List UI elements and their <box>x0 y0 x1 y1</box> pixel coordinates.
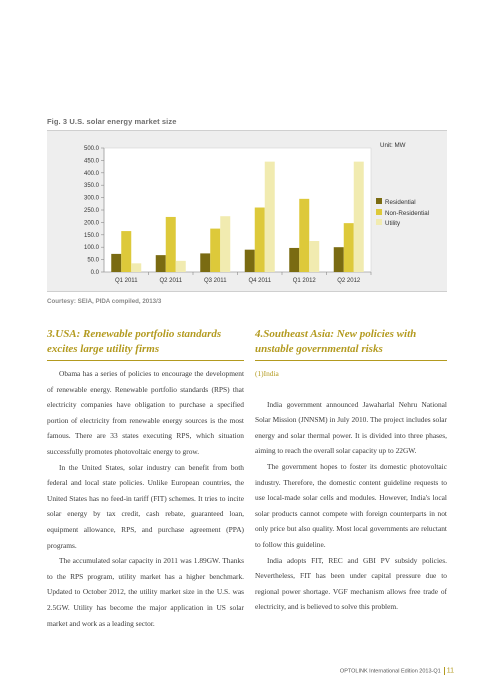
edition-label: OPTOLINK International Edition 2013-Q1 <box>339 668 441 675</box>
bar-0-5 <box>334 247 344 272</box>
figure-bottom-rule <box>47 291 447 292</box>
paragraph: Obama has a series of policies to encourage the development of renewable energy. Renewable portfolio standards (RPS) that electricity companies have obligation to purchase a specified portion of electricity from renewable energy sources is the most famous. There are 33 states executing RPS, which situation successfully promotes photovoltaic energy to grow. <box>47 369 244 456</box>
figure-title: Fig. 3 U.S. solar energy market size <box>47 117 177 126</box>
bar-1-3 <box>255 208 265 272</box>
paragraph: In the United States, solar industry can benefit from both federal and local state policies. Unlike European countries, the United States has no feed-in tariff (FIT) schemes. It tries to incite solar energy by tax credit, cash rebate, guaranteed loan, equipment allowance, RPS, and purchase agreement (PPA) programs. <box>47 462 244 550</box>
y-tick-label: 250.0 <box>83 208 99 214</box>
x-tick-label: Q1 2011 <box>114 278 138 284</box>
bar-0-0 <box>111 254 121 272</box>
subheading-india: (1)India <box>255 369 279 378</box>
bar-2-2 <box>220 216 230 272</box>
bar-1-1 <box>166 217 176 272</box>
y-tick-label: 200.0 <box>83 220 99 227</box>
bar-2-1 <box>176 261 186 272</box>
y-tick-label: 450.0 <box>83 158 99 165</box>
y-tick-label: 150.0 <box>83 232 99 239</box>
page-footer <box>340 667 454 675</box>
page-number: 11 <box>446 667 454 675</box>
y-tick-label: 350.0 <box>83 183 99 190</box>
bar-2-5 <box>354 162 364 272</box>
bar-0-4 <box>289 248 299 272</box>
legend-swatch-2 <box>376 219 382 225</box>
chart-svg <box>47 131 447 291</box>
bar-1-4 <box>299 199 309 272</box>
y-tick-label: 300.0 <box>83 195 99 202</box>
x-tick-label: Q1 2012 <box>292 278 316 284</box>
legend-swatch-1 <box>376 209 382 215</box>
y-tick-label: 100.0 <box>83 245 99 252</box>
figure-courtesy: Courtesy: SEIA, PIDA compiled, 2013/3 <box>47 298 162 305</box>
legend-label-2: Utility <box>385 220 401 227</box>
bar-1-2 <box>210 229 220 272</box>
left-column <box>47 366 244 631</box>
legend-swatch-0 <box>376 198 382 204</box>
section-3-rule <box>47 360 244 361</box>
paragraph: India adopts FIT, REC and GBI PV subsidy policies. Nevertheless, FIT has been under capital pressure due to regional power shortage. VGF mechanism allows free trade of electricity, and is believed to solve this problem. <box>255 555 447 612</box>
bar-0-1 <box>156 255 166 272</box>
paragraph: India government announced Jawaharlal Nehru National Solar Mission (JNNSM) in July 2010. The project includes solar energy and solar thermal power. It is divided into three phases, aiming to reach the overall solar capacity up to 22GW. <box>255 399 447 456</box>
legend-label-0: Residential <box>385 199 416 206</box>
plot-area <box>104 148 371 272</box>
section-4-rule <box>255 360 447 361</box>
section-4-heading: 4.Southeast Asia: New policies with unstable governmental risks <box>255 328 417 355</box>
bar-1-5 <box>344 223 354 272</box>
right-column <box>255 366 447 615</box>
x-tick-label: Q3 2011 <box>203 278 227 284</box>
y-tick-label: 50.0 <box>87 257 99 264</box>
x-tick-label: Q2 2012 <box>337 278 361 284</box>
bar-2-3 <box>265 162 275 272</box>
paragraph: The accumulated solar capacity in 2011 was 1.89GW. Thanks to the RPS program, utility market has a higher benchmark. Updated to October 2012, the utility market size in the U.S. was 2.5GW. Utility has become the major application in US solar market and work as a leading sector. <box>47 556 244 628</box>
section-3-heading: 3.USA: Renewable portfolio standards excites large utility firms <box>47 328 222 355</box>
unit-label: Unit: MW <box>380 142 406 149</box>
y-tick-label: 400.0 <box>83 170 99 177</box>
paragraph: The government hopes to foster its domestic photovoltaic industry. Therefore, the domestic content guideline requests to use local-made solar cells and modules. However, India's local solar products cannot compete with foreign counterparts in not only price but also quality. Most local governments are reluctant to follow this guideline. <box>255 461 447 549</box>
x-tick-label: Q2 2011 <box>159 278 183 284</box>
bar-0-2 <box>200 253 210 272</box>
y-tick-label: 0.0 <box>90 270 99 276</box>
y-tick-label: 500.0 <box>83 146 99 152</box>
x-tick-label: Q4 2011 <box>248 278 272 284</box>
bar-0-3 <box>245 250 255 272</box>
bar-2-4 <box>309 241 319 272</box>
bar-2-0 <box>131 263 141 272</box>
legend-label-1: Non-Residential <box>385 210 430 217</box>
bar-chart <box>47 131 447 291</box>
footer-separator <box>444 667 445 675</box>
bar-1-0 <box>121 231 131 272</box>
